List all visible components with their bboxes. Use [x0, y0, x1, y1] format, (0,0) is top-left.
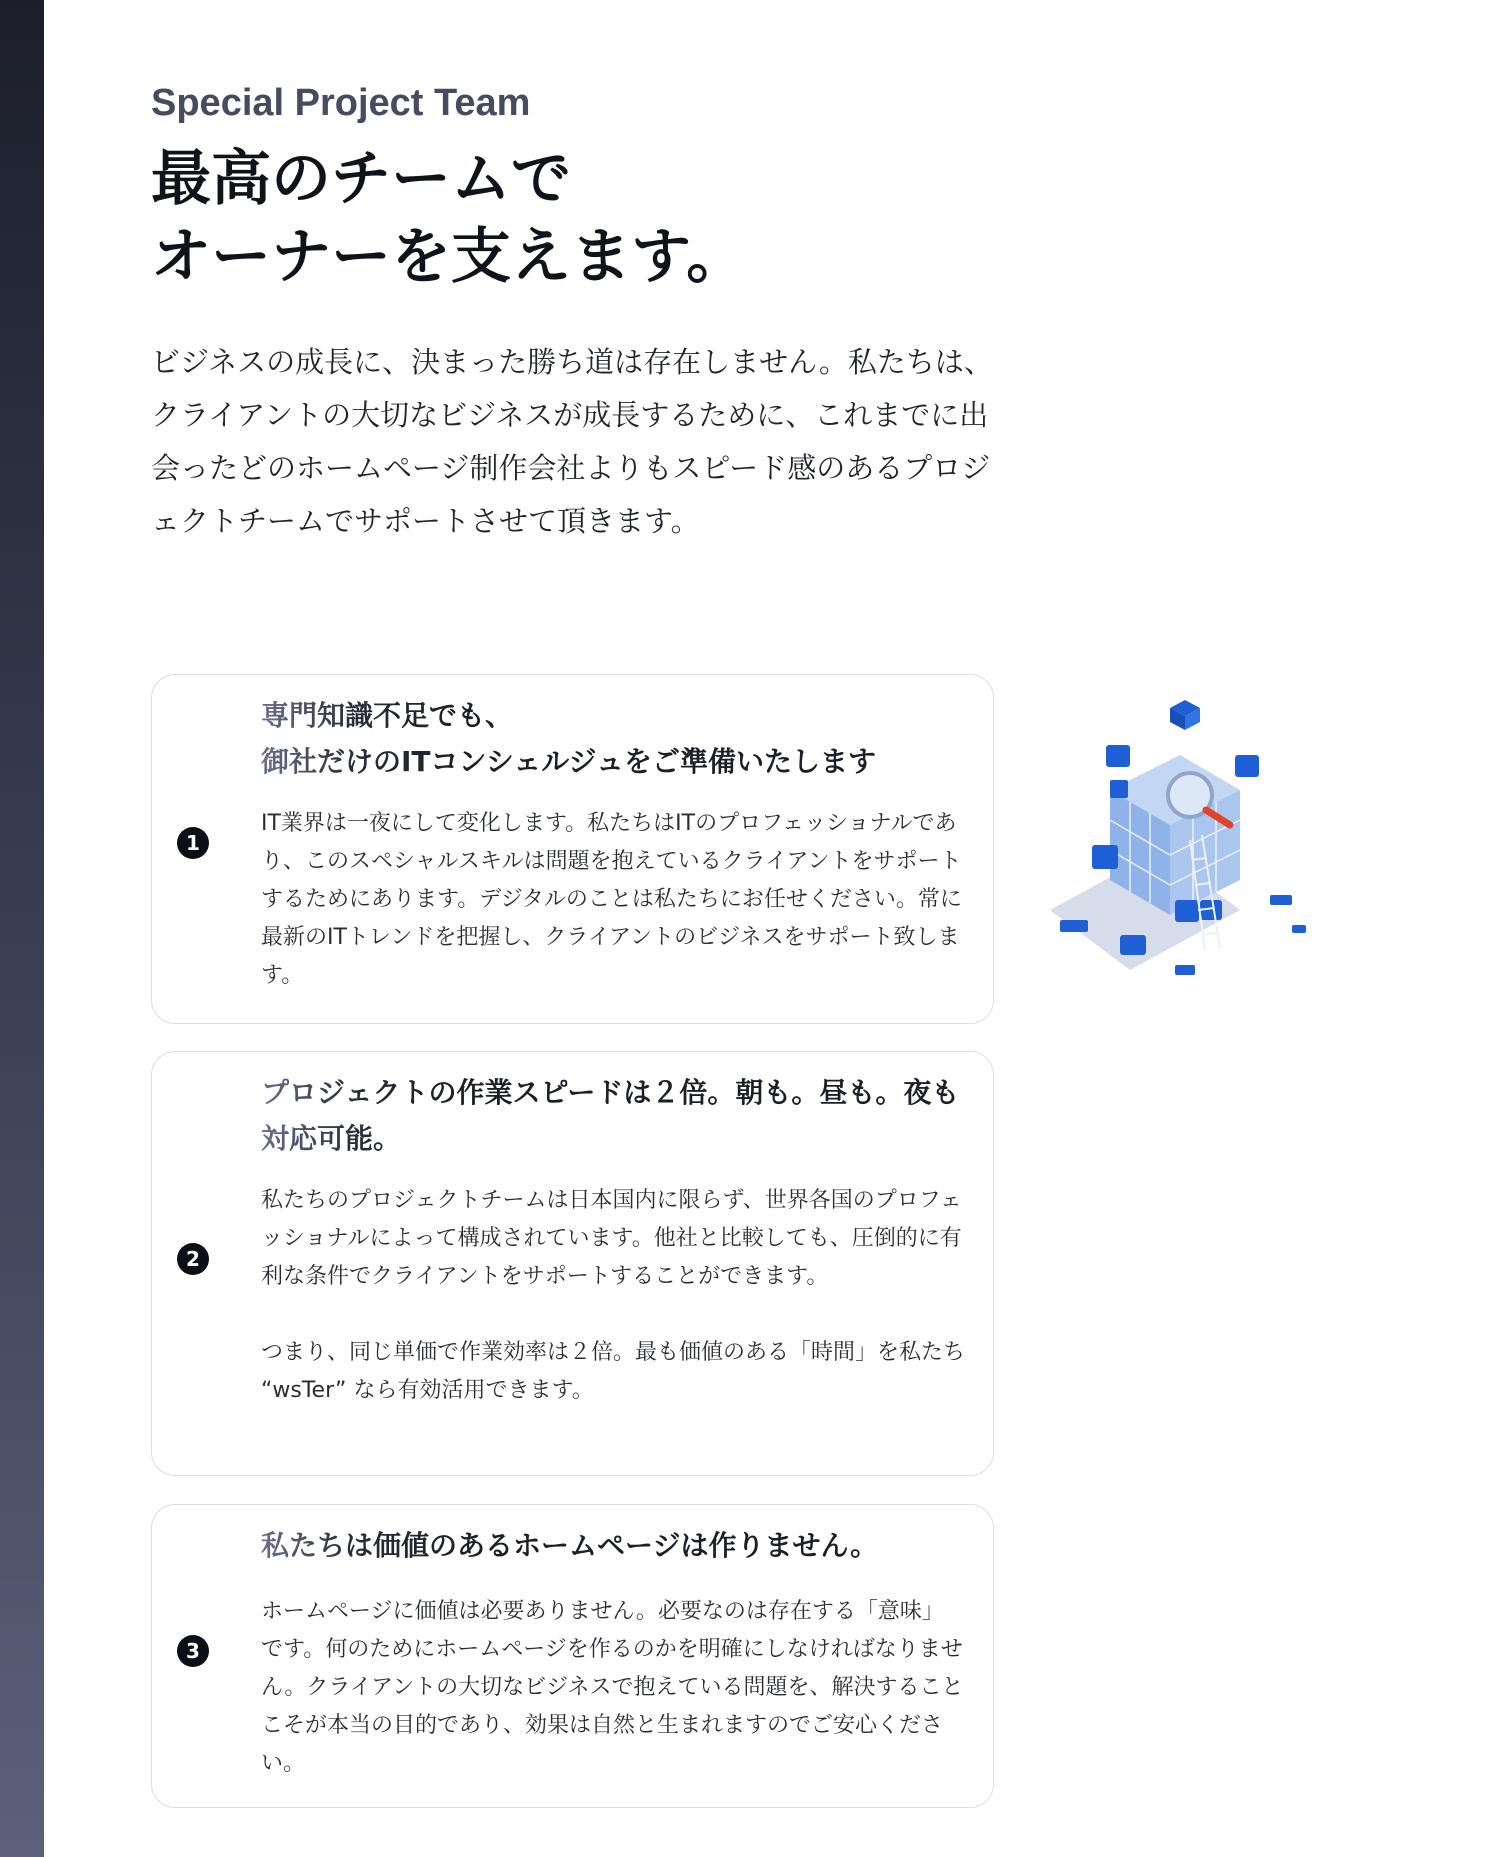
card-title-line: 御社だけのITコンシェルジュをご準備いたします — [261, 745, 877, 778]
lead-paragraph: ビジネスの成長に、決まった勝ち道は存在しません。私たちは、クライアントの大切なビジネスが成長するために、これまでに出会ったどのホームページ制作会社よりもスピード感のあるプロジェクトチームでサポートさせて頂きます。 — [151, 345, 993, 538]
card-body-paragraph: 私たちのプロジェクトチームは日本国内に限らず、世界各国のプロフェッショナルによって構成されています。他社と比較しても、圧倒的に有利な条件でクライアントをサポートすることができます。 — [261, 1188, 962, 1289]
title-line-2: オーナーを支えます。 — [151, 222, 747, 292]
card-title: 私たちは価値のあるホームページは作りません。 — [261, 1523, 969, 1569]
card-body — [261, 1182, 965, 1410]
card-title: プロジェクトの作業スピードは２倍。朝も。昼も。夜も対応可能。 — [261, 1070, 969, 1162]
card-body-paragraph: つまり、同じ単価で作業効率は２倍。最も価値のある「時間」を私たち “wsTer” なら有効活用できます。 — [261, 1340, 966, 1403]
card-title — [261, 693, 969, 785]
title-line-1: 最高のチームで — [151, 144, 571, 214]
feature-card-1 — [151, 674, 994, 1024]
page-title — [151, 140, 746, 296]
card-body: ホームページに価値は必要ありません。必要なのは存在する「意味」です。何のためにホームページを作るのかを明確にしなければなりません。クライアントの大切なビジネスで抱えている問題を、解決することこそが本当の目的であり、効果は自然と生まれますのでご安心ください。 — [261, 1599, 964, 1776]
number-badge: 1 — [177, 827, 209, 859]
section-eyebrow: Special Project Team — [151, 82, 531, 124]
feature-card-3 — [151, 1504, 994, 1808]
sidebar-strip — [0, 0, 44, 1857]
card-title-line: 専門知識不足でも、 — [261, 699, 514, 732]
number-badge: 2 — [177, 1243, 209, 1275]
feature-card-2 — [151, 1051, 994, 1476]
number-badge: 3 — [177, 1635, 209, 1667]
data-cubes-illustration — [1040, 680, 1320, 990]
card-body: IT業界は一夜にして変化します。私たちはITのプロフェッショナルであり、このスペシャルスキルは問題を抱えているクライアントをサポートするためにあります。デジタルのことは私たちにお任せください。常に最新のITトレンドを把握し、クライアントのビジネスをサポート致します。 — [261, 811, 962, 988]
